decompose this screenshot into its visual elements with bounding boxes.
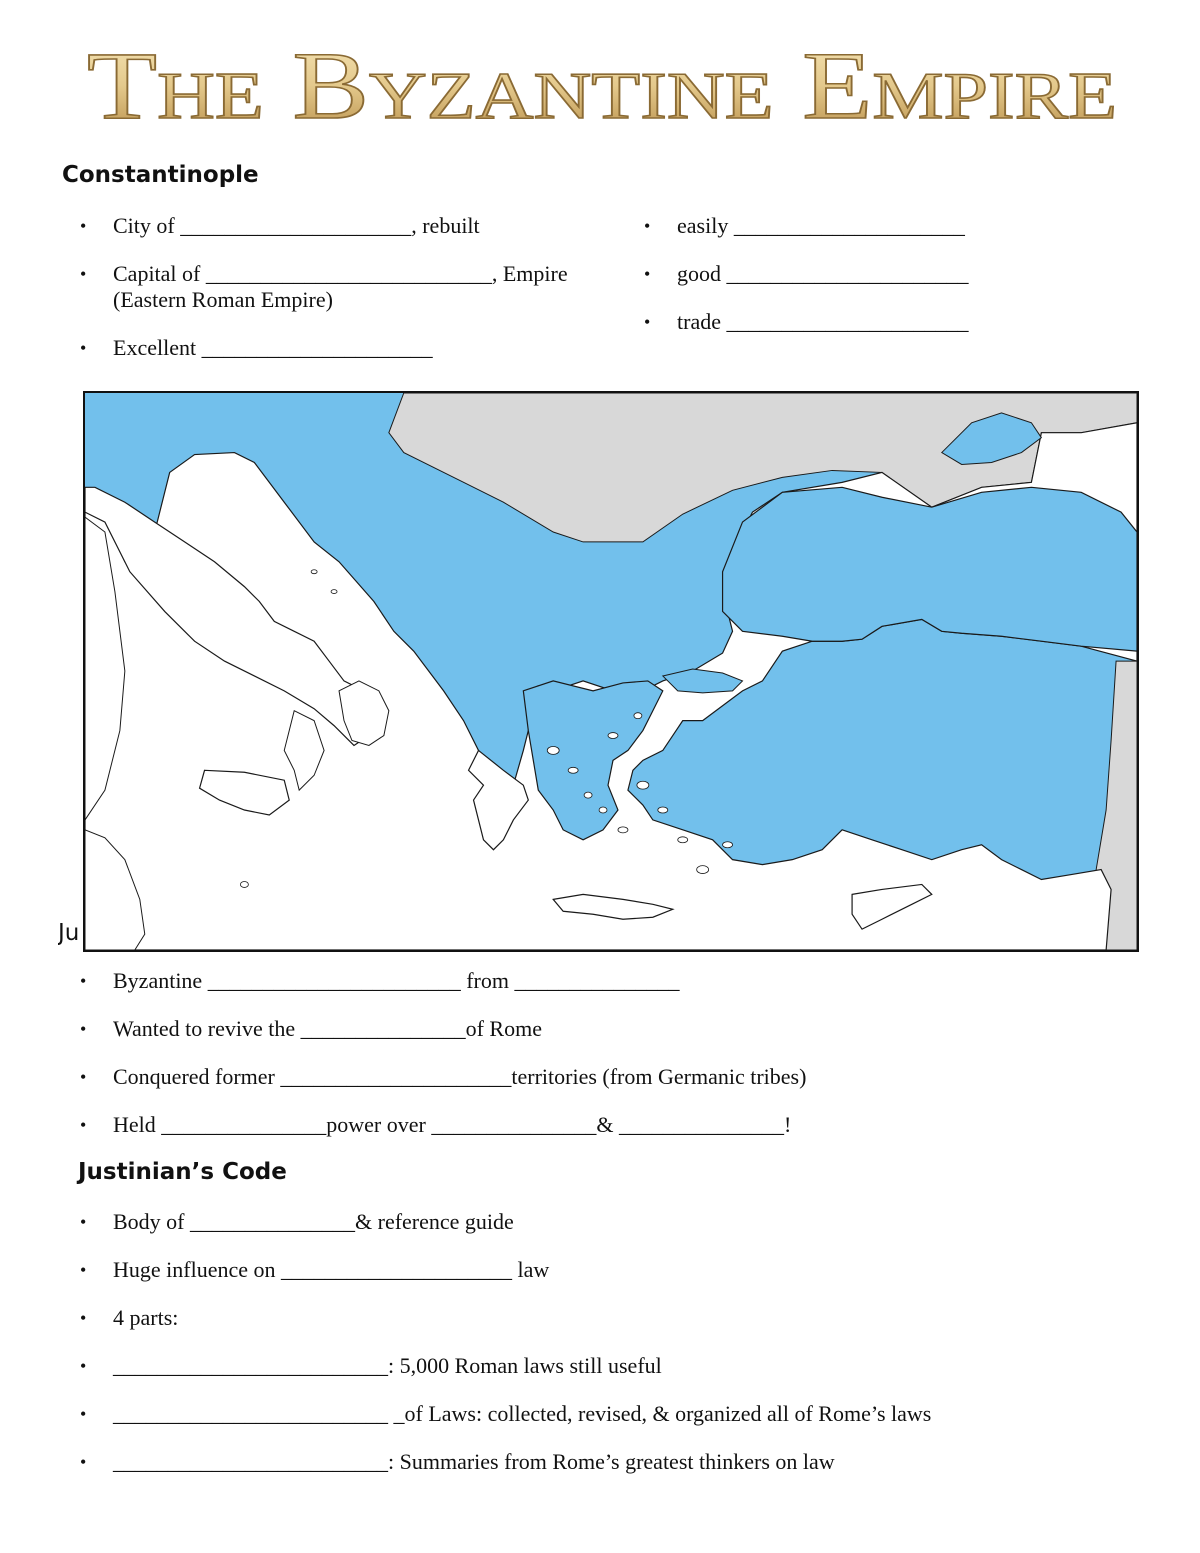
- list-item: • trade ______________________: [644, 309, 1064, 335]
- page-title-text: The Byzantine Empire: [87, 32, 1117, 138]
- justinian-list: [80, 968, 1140, 1138]
- list-item: • Held _______________power over _______________& _______________!: [80, 1112, 1140, 1138]
- list-item: • Conquered former _____________________territories (from Germanic tribes): [80, 1064, 1140, 1090]
- list-item: • Wanted to revive the _______________of Rome: [80, 1016, 1140, 1042]
- constantinople-right-list: [644, 213, 1064, 335]
- list-item: • Body of _______________& reference guide: [80, 1209, 1140, 1235]
- mediterranean-map: [83, 391, 1139, 952]
- constantinople-left-list: [80, 213, 600, 361]
- list-item: • Excellent _____________________: [80, 335, 600, 361]
- list-item: • _________________________: Summaries from Rome’s greatest thinkers on law: [80, 1449, 1140, 1475]
- section-heading-justinians-code: Justinian’s Code: [78, 1159, 287, 1185]
- list-item: • Huge influence on _____________________ law: [80, 1257, 1140, 1283]
- section-heading-justinian: Ju: [58, 920, 80, 946]
- list-item: • easily _____________________: [644, 213, 1064, 239]
- list-item: • 4 parts:: [80, 1305, 1140, 1331]
- list-item: • Byzantine _______________________ from _______________: [80, 968, 1140, 994]
- list-item: • _________________________ _of Laws: collected, revised, & organized all of Rome’s laws: [80, 1401, 1140, 1427]
- section-heading-constantinople: Constantinople: [62, 162, 259, 188]
- list-item: • _________________________: 5,000 Roman laws still useful: [80, 1353, 1140, 1379]
- list-item: • City of _____________________, rebuilt: [80, 213, 600, 239]
- list-item: • good ______________________: [644, 261, 1064, 287]
- list-item: • Capital of __________________________, Empire (Eastern Roman Empire): [80, 261, 583, 313]
- code-list: [80, 1209, 1140, 1475]
- page-title: [80, 28, 1125, 138]
